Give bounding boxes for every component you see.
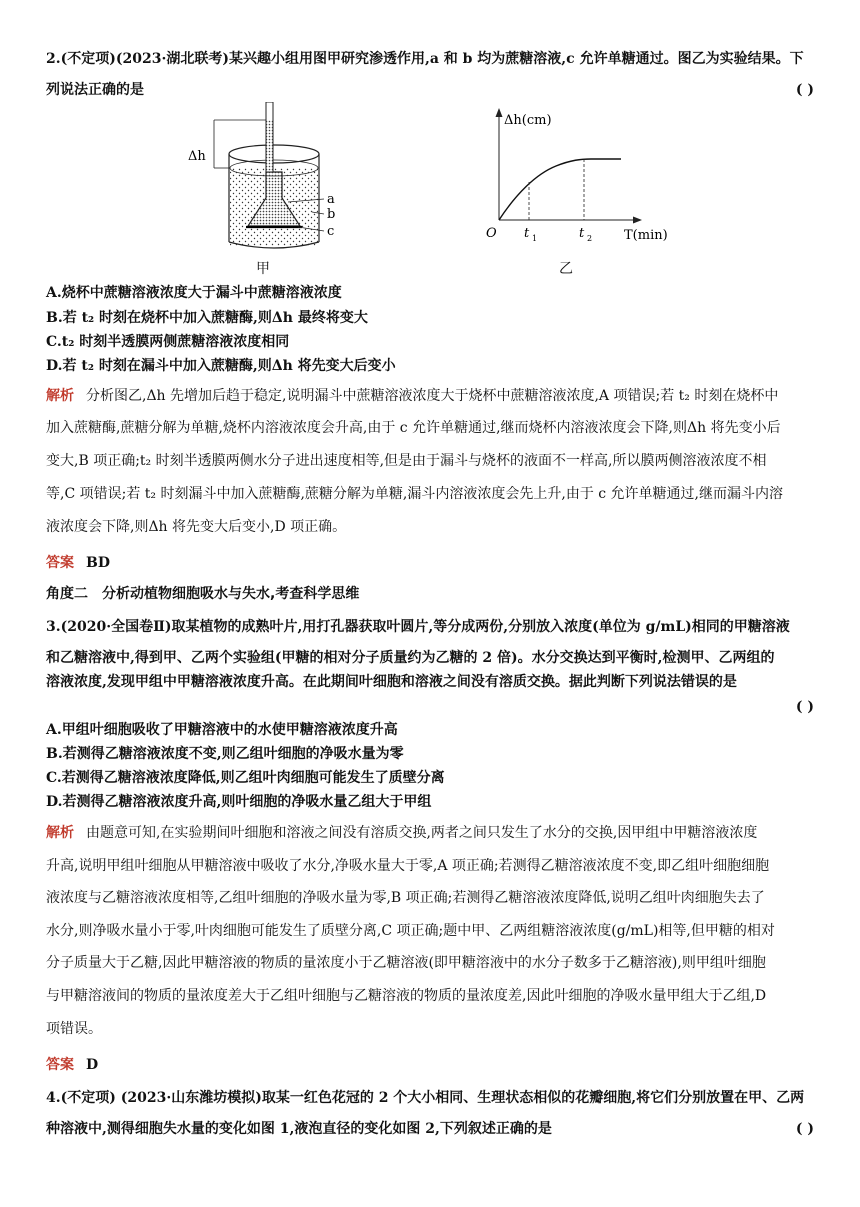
yi-t1: t [524, 226, 530, 241]
q3-stem-line1: 3.(2020·全国卷Ⅱ)取某植物的成熟叶片,用打孔器获取叶圆片,等分成两份,分别放入浓度(单位为 g/mL)相同的甲糖溶液 [46, 619, 790, 635]
yi-t2: t [579, 226, 585, 241]
q3-analysis-line7: 项错误。 [46, 1021, 102, 1037]
figure-jia-caption: 甲 [256, 261, 270, 277]
q3-analysis-line2: 升高,说明甲组叶细胞从甲糖溶液中吸收了水分,净吸水量大于零,A 项正确;若测得乙糖溶液浓度不变,即乙组叶细胞细胞 [46, 858, 770, 874]
q3-option-b: B.若测得乙糖溶液浓度不变,则乙组叶细胞的净吸水量为零 [46, 746, 404, 762]
label-b: b [327, 207, 336, 222]
label-a: a [327, 192, 335, 207]
q2-analysis-line1 [46, 386, 818, 406]
q2-option-b: B.若 t₂ 时刻在烧杯中加入蔗糖酶,则Δh 最终将变大 [46, 310, 368, 326]
q3-analysis-line5: 分子质量大于乙糖,因此甲糖溶液的物质的量浓度小于乙糖溶液(即甲糖溶液中的水分子数多于乙糖溶液),则甲组叶细胞 [46, 955, 766, 971]
q3-analysis-line1 [46, 823, 818, 843]
q4-stem-line2: 种溶液中,测得细胞失水量的变化如图 1,液泡直径的变化如图 2,下列叙述正确的是 [46, 1121, 552, 1137]
q2-analysis-text: 分析图乙,Δh 先增加后趋于稳定,说明漏斗中蔗糖溶液浓度大于烧杯中蔗糖溶液浓度,A 项错误;若 t₂ 时刻在烧杯中 [86, 388, 779, 404]
q2-option-c: C.t₂ 时刻半透膜两侧蔗糖溶液浓度相同 [46, 334, 290, 350]
q3-analysis-line3: 液浓度与乙糖溶液浓度相等,乙组叶细胞的净吸水量为零,B 项正确;若测得乙糖溶液浓度降低,说明乙组叶肉细胞失去了 [46, 890, 765, 906]
q2-option-d: D.若 t₂ 时刻在漏斗中加入蔗糖酶,则Δh 将先变大后变小 [46, 358, 396, 374]
q3-option-a: A.甲组叶细胞吸收了甲糖溶液中的水使甲糖溶液浓度升高 [46, 722, 398, 738]
figure-yi-graph [476, 104, 676, 248]
delta-h-label: Δh [188, 149, 206, 164]
q2-analysis-line5: 液浓度会下降,则Δh 将先变大后变小,D 项正确。 [46, 519, 347, 535]
yi-ylabel: Δh(cm) [504, 113, 552, 128]
q3-answer-paren: ( ) [795, 699, 814, 715]
q3-analysis-line4: 水分,则净吸水量小于零,叶肉细胞可能发生了质壁分离,C 项正确;题中甲、乙两组糖溶液浓度(g/mL)相等,但甲糖的相对 [46, 923, 775, 939]
q2-stem-line1: 2.(不定项)(2023·湖北联考)某兴趣小组用图甲研究渗透作用,a 和 b 均为蔗糖溶液,c 允许单糖通过。图乙为实验结果。下 [46, 51, 804, 67]
yi-origin: O [486, 226, 497, 241]
yi-t1-sub: 1 [532, 234, 538, 243]
q3-answer-line [46, 1055, 818, 1075]
section-heading: 角度二 分析动植物细胞吸水与失水,考查科学思维 [46, 586, 360, 602]
analysis-tag: 解析 [46, 388, 74, 404]
q3-option-d: D.若测得乙糖溶液浓度升高,则叶细胞的净吸水量乙组大于甲组 [46, 794, 432, 810]
q3-answer: D [86, 1057, 99, 1073]
answer-tag: 答案 [46, 555, 74, 571]
q4-answer-paren: ( ) [795, 1121, 814, 1137]
label-c: c [327, 224, 335, 239]
q3-analysis-line6: 与甲糖溶液间的物质的量浓度差大于乙组叶细胞与乙糖溶液的物质的量浓度差,因此叶细胞的净吸水量甲组大于乙组,D [46, 988, 767, 1004]
q3-stem-line3: 溶液浓度,发现甲组中甲糖溶液浓度升高。在此期间叶细胞和溶液之间没有溶质交换。据此判断下列说法错误的是 [46, 674, 737, 690]
yi-xlabel: T(min) [624, 228, 668, 243]
q2-answer: BD [86, 555, 110, 571]
q3-stem-line2: 和乙糖溶液中,得到甲、乙两个实验组(甲糖的相对分子质量约为乙糖的 2 倍)。水分交换达到平衡时,检测甲、乙两组的 [46, 650, 775, 666]
q3-analysis-text: 由题意可知,在实验期间叶细胞和溶液之间没有溶质交换,两者之间只发生了水分的交换,因甲组中甲糖溶液浓度 [86, 825, 758, 841]
answer-tag: 答案 [46, 1057, 74, 1073]
analysis-tag: 解析 [46, 825, 74, 841]
q2-analysis-line3: 变大,B 项正确;t₂ 时刻半透膜两侧水分子进出速度相等,但是由于漏斗与烧杯的液面不一样高,所以膜两侧溶液浓度不相 [46, 453, 767, 469]
q2-answer-line [46, 553, 818, 573]
yi-t2-sub: 2 [587, 234, 593, 243]
q2-analysis-line2: 加入蔗糖酶,蔗糖分解为单糖,烧杯内溶液浓度会升高,由于 c 允许单糖通过,继而烧杯内溶液浓度会下降,则Δh 将先变小后 [46, 420, 781, 436]
q2-option-a: A.烧杯中蔗糖溶液浓度大于漏斗中蔗糖溶液浓度 [46, 285, 342, 301]
q3-option-c: C.若测得乙糖溶液浓度降低,则乙组叶肉细胞可能发生了质壁分离 [46, 770, 445, 786]
figure-jia-apparatus [184, 102, 344, 254]
q2-answer-paren: ( ) [795, 82, 814, 98]
figure-yi-caption: 乙 [559, 261, 573, 277]
q4-stem-line1: 4.(不定项) (2023·山东潍坊模拟)取某一红色花冠的 2 个大小相同、生理状态相似的花瓣细胞,将它们分别放置在甲、乙两 [46, 1090, 805, 1106]
q2-stem-line2: 列说法正确的是 [46, 82, 144, 98]
q2-analysis-line4: 等,C 项错误;若 t₂ 时刻漏斗中加入蔗糖酶,蔗糖分解为单糖,漏斗内溶液浓度会先上升,由于 c 允许单糖通过,继而漏斗内溶 [46, 486, 784, 502]
